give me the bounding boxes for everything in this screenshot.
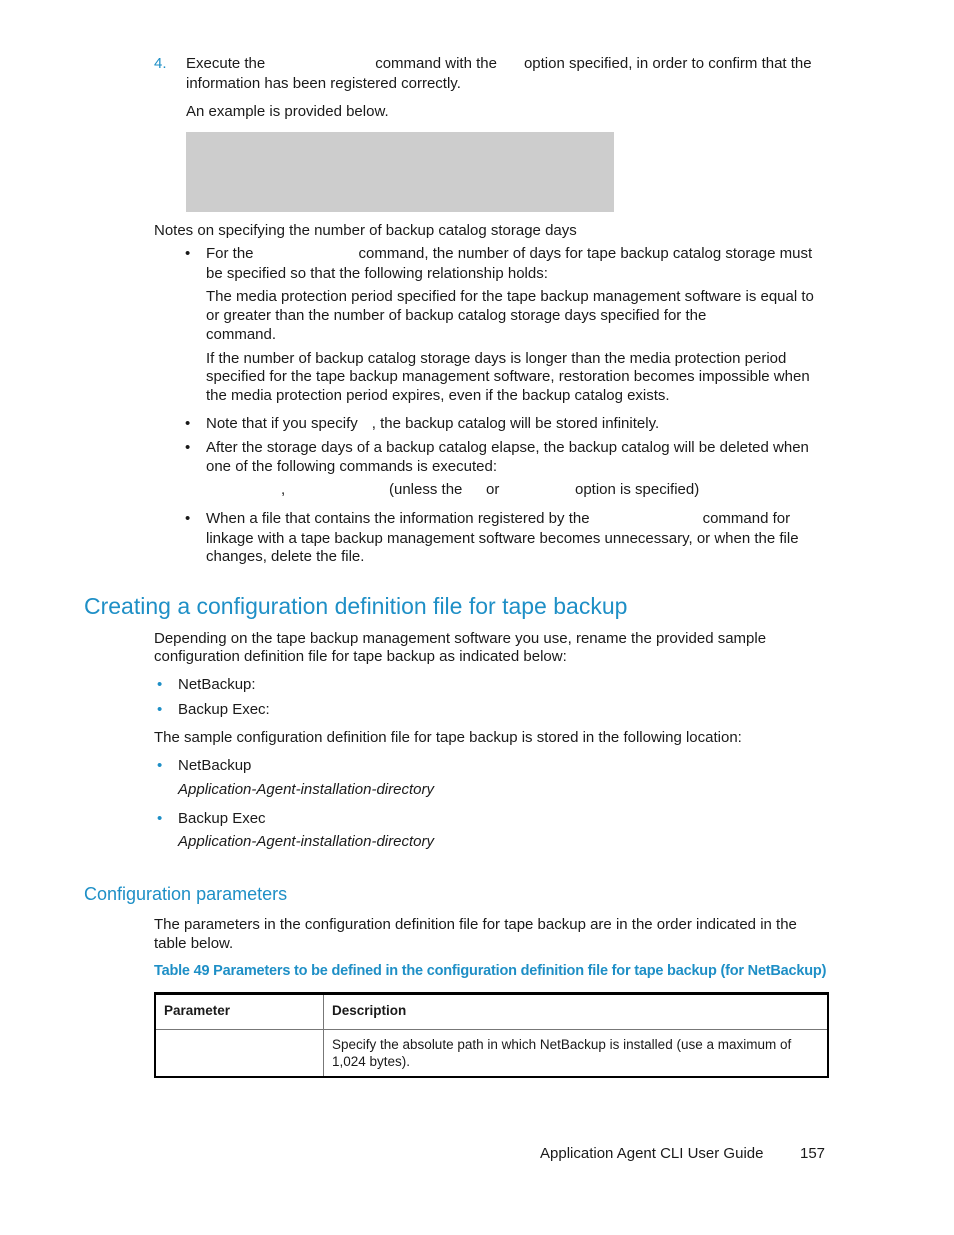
column-header-description: Description bbox=[324, 994, 829, 1030]
notes-bullet3-sub-part3: option is specified) bbox=[575, 481, 700, 498]
notes-bullet3-line1: After the storage days of a backup catalog elapse, the backup catalog will be deleted when bbox=[206, 439, 809, 456]
notes-bullet1-para1-line3: command. bbox=[206, 326, 277, 343]
section-intro-line1: Depending on the tape backup management software you use, rename the provided sample bbox=[154, 630, 767, 647]
bullet-icon: • bbox=[185, 439, 191, 456]
notes-bullet1-para1-line2: or greater than the number of backup catalog storage days specified for the bbox=[206, 307, 707, 324]
notes-bullet1-para2-line3: the media protection period expires, even if the backup catalog exists. bbox=[206, 387, 670, 404]
list-item: Backup Exec bbox=[178, 810, 266, 827]
column-header-parameter: Parameter bbox=[155, 994, 324, 1030]
subsection-title: Configuration parameters bbox=[84, 884, 288, 904]
list-item: NetBackup bbox=[178, 757, 252, 774]
page-number: 157 bbox=[800, 1145, 826, 1162]
step4-example-text: An example is provided below. bbox=[186, 103, 389, 120]
notes-bullet4-line2: linkage with a tape backup management software becomes unnecessary, or when the file bbox=[206, 530, 799, 547]
step-number: 4. bbox=[154, 55, 167, 72]
notes-bullet1-para2-line2: specified for the tape backup management software, restoration becomes impossible when bbox=[206, 368, 810, 385]
bullet-icon: • bbox=[157, 676, 163, 693]
footer-guide-title: Application Agent CLI User Guide bbox=[540, 1145, 764, 1162]
install-path: Application-Agent-installation-directory bbox=[178, 781, 434, 798]
bullet-icon: • bbox=[157, 701, 163, 718]
table-header-row bbox=[155, 994, 828, 1030]
section-title: Creating a configuration definition file for tape backup bbox=[84, 593, 628, 619]
code-example-box bbox=[186, 132, 614, 212]
notes-bullet2: Note that if you specify , the backup catalog will be stored infinitely. bbox=[206, 415, 660, 432]
parameter-cell bbox=[155, 1030, 324, 1078]
parameters-table bbox=[154, 992, 829, 1078]
notes-bullet3-line2: one of the following commands is executed: bbox=[206, 458, 497, 475]
location-text: The sample configuration definition file for tape backup is stored in the following location: bbox=[154, 729, 742, 746]
notes-bullet1-para2-line1: If the number of backup catalog storage days is longer than the media protection period bbox=[206, 350, 787, 367]
description-line2: 1,024 bytes). bbox=[332, 1054, 411, 1069]
bullet-icon: • bbox=[185, 245, 191, 262]
description-cell bbox=[324, 1030, 829, 1078]
bullet-icon: • bbox=[185, 510, 191, 527]
table-caption: Table 49 Parameters to be defined in the configuration definition file for tape backup (for NetBackup) bbox=[154, 963, 827, 979]
subsection-text-line1: The parameters in the configuration definition file for tape backup are in the order indicated in the bbox=[154, 916, 797, 933]
notes-bullet1-line1: For the command, the number of days for tape backup catalog storage must bbox=[206, 245, 813, 262]
notes-bullet3-sub-comma: , bbox=[281, 481, 286, 498]
section-intro-line2: configuration definition file for tape backup as indicated below: bbox=[154, 648, 567, 665]
list-item: Backup Exec: bbox=[178, 701, 270, 718]
description-line1: Specify the absolute path in which NetBackup is installed (use a maximum of bbox=[332, 1037, 792, 1052]
notes-bullet4-line1: When a file that contains the information registered by the command for bbox=[206, 510, 791, 527]
install-path: Application-Agent-installation-directory bbox=[178, 833, 434, 850]
step4-line1: Execute the command with the option specified, in order to confirm that the bbox=[186, 55, 812, 72]
notes-bullet3-sub-part1: (unless the bbox=[389, 481, 463, 498]
bullet-icon: • bbox=[157, 810, 163, 827]
notes-bullet1-para1-line1: The media protection period specified for the tape backup management software is equal to bbox=[206, 288, 814, 305]
list-item: NetBackup: bbox=[178, 676, 256, 693]
table-row bbox=[155, 1030, 828, 1078]
bullet-icon: • bbox=[157, 757, 163, 774]
notes-heading: Notes on specifying the number of backup catalog storage days bbox=[154, 222, 577, 239]
bullet-icon: • bbox=[185, 415, 191, 432]
step4-line2: information has been registered correctly. bbox=[186, 75, 461, 92]
notes-bullet1-line2: be specified so that the following relationship holds: bbox=[206, 265, 548, 282]
notes-bullet4-line3: changes, delete the file. bbox=[206, 548, 365, 565]
subsection-text-line2: table below. bbox=[154, 935, 234, 952]
notes-bullet3-sub-part2: or bbox=[486, 481, 500, 498]
